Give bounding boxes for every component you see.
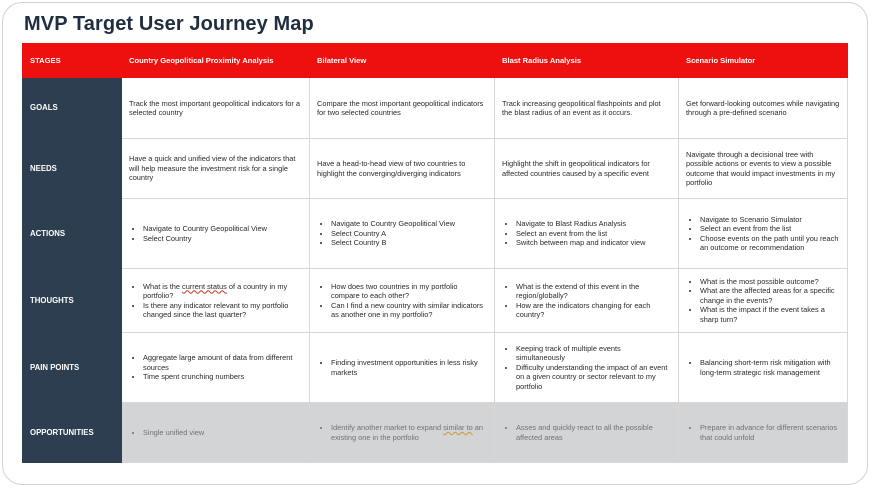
thoughts-cell [310,269,495,333]
goals-cell: Get forward-looking outcomes while navigating through a pre-defined scenario [679,78,848,139]
list-item [143,282,302,301]
stage-label-opportunities: OPPORTUNITIES [23,403,122,463]
thoughts-cell [495,269,679,333]
list-item: • Navigate to Blast Radius Analysis [516,219,671,228]
list-item: • Is there any indicator relevant to my portfolio changed since the last quarter? [143,301,302,320]
actions-cell [122,199,310,269]
text-fragment: What is the [143,281,183,291]
thoughts-cell [679,269,848,333]
goals-row [23,78,848,139]
list-item: • How are the indicators changing for each country? [516,301,671,320]
pain-points-row [23,333,848,403]
actions-cell [679,199,848,269]
list-item: • Asses and quickly react to all the possible affected areas [516,423,671,442]
header-col-country-analysis: Country Geopolitical Proximity Analysis [122,44,310,78]
spellcheck-marked-text: current status [182,281,227,291]
header-col-blast-radius: Blast Radius Analysis [495,44,679,78]
actions-row [23,199,848,269]
text-fragment: Identify another market to expand [331,423,444,433]
thoughts-cell [122,269,310,333]
needs-row [23,139,848,199]
list-item: • Balancing short-term risk mitigation with long-term strategic risk management [700,358,840,377]
needs-cell: Navigate through a decisional tree with possible actions or events to view a possible outcome that would impact investments in my portfolio [679,139,848,199]
stage-label-actions: ACTIONS [23,199,122,269]
list-item: • What is the most possible outcome? [700,277,840,286]
needs-cell: Have a quick and unified view of the indicators that will help measure the investment risk for a single country [122,139,310,199]
pain-points-cell [310,333,495,403]
list-item: • Difficulty understanding the impact of an event on a given country or sector relevant to my portfolio [516,363,671,391]
header-row [23,44,848,78]
actions-cell [310,199,495,269]
list-item: • Choose events on the path until you reach an outcome or recommendation [700,234,840,253]
opportunities-cell [310,403,495,463]
list-item: • Select an event from the list [516,229,671,238]
goals-cell: Track increasing geopolitical flashpoints and plot the blast radius of an event as it occurs. [495,78,679,139]
stage-label-thoughts: THOUGHTS [23,269,122,333]
list-item: • Can I find a new country with similar indicators as another one in my portfolio? [331,301,487,320]
spellcheck-marked-text: similar to [443,423,473,433]
list-item: • What is the impact if the event takes a sharp turn? [700,305,840,324]
opportunities-cell [495,403,679,463]
header-stages: STAGES [23,44,122,78]
list-item: • Navigate to Scenario Simulator [700,215,840,224]
list-item: • Select an event from the list [700,224,840,233]
text-fragment: of a country in my portfolio? [143,281,288,301]
list-item: • What are the affected areas for a specific change in the events? [700,286,840,305]
stage-label-needs: NEEDS [23,139,122,199]
actions-cell [495,199,679,269]
opportunities-row [23,403,848,463]
needs-cell: Have a head-to-head view of two countries to highlight the converging/diverging indicators [310,139,495,199]
list-item: • Time spent crunching numbers [143,372,302,381]
list-item: • What is the extend of this event in the region/globally? [516,282,671,301]
pain-points-cell [495,333,679,403]
list-item: • Finding investment opportunities in less risky markets [331,358,487,377]
list-item: • Single unified view [143,428,302,437]
list-item: • Navigate to Country Geopolitical View [331,219,487,228]
opportunities-cell [122,403,310,463]
list-item: • How does two countries in my portfolio compare to each other? [331,282,487,301]
stage-label-goals: GOALS [23,78,122,139]
list-item: • Prepare in advance for different scenarios that could unfold [700,423,840,442]
thoughts-row [23,269,848,333]
list-item: • Select Country A [331,229,487,238]
page-title: MVP Target User Journey Map [24,13,314,35]
list-item [331,423,487,442]
goals-cell: Compare the most important geopolitical indicators for two selected countries [310,78,495,139]
stage-label-pain-points: PAIN POINTS [23,333,122,403]
list-item: • Select Country B [331,238,487,247]
goals-cell: Track the most important geopolitical indicators for a selected country [122,78,310,139]
journey-map-table [22,43,848,463]
text-fragment: an existing one in the portfolio [331,423,484,442]
header-col-bilateral-view: Bilateral View [310,44,495,78]
opportunities-cell [679,403,848,463]
list-item: • Switch between map and indicator view [516,238,671,247]
list-item: • Select Country [143,234,302,243]
list-item: • Keeping track of multiple events simultaneously [516,344,671,363]
pain-points-cell [122,333,310,403]
pain-points-cell [679,333,848,403]
list-item: • Navigate to Country Geopolitical View [143,224,302,233]
needs-cell: Highlight the shift in geopolitical indicators for affected countries caused by a specific event [495,139,679,199]
header-col-scenario-simulator: Scenario Simulator [679,44,848,78]
list-item: • Aggregate large amount of data from different sources [143,353,302,372]
